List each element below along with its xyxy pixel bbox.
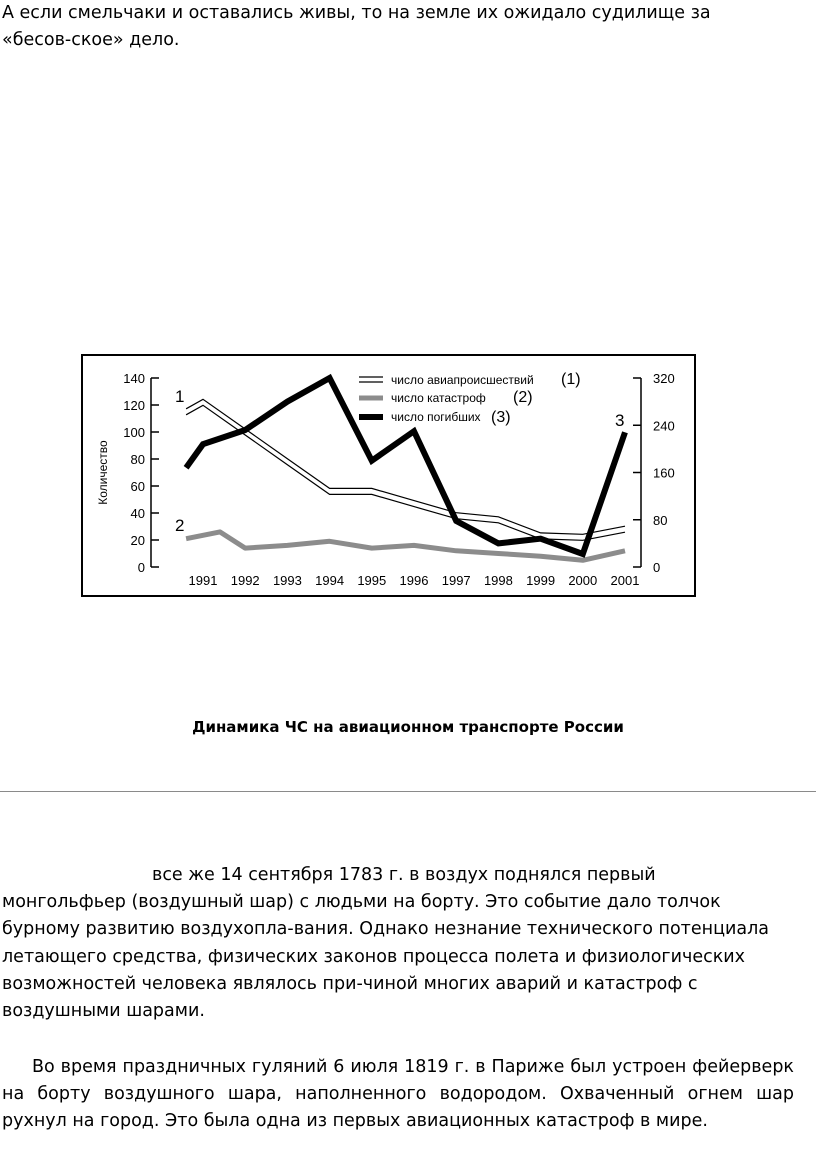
legend-number-2: (2): [513, 389, 533, 406]
x-tick-label: 1993: [272, 573, 302, 588]
left-tick-label: 80: [130, 452, 145, 467]
right-tick-label: 0: [653, 560, 661, 575]
right-tick-label: 240: [653, 418, 675, 434]
chart-svg: [83, 356, 694, 595]
series-marker-3: 3: [615, 411, 625, 430]
left-axis-label: Количество: [96, 440, 110, 505]
legend-number-1: (1): [561, 371, 581, 388]
x-tick-label: 1998: [483, 573, 513, 588]
para1-line-2: монгольфьер (воздушный шар) с людьми на борту. Это событие дало толчок: [2, 892, 721, 913]
x-tick-label: 1999: [526, 573, 556, 588]
section-divider: [0, 791, 816, 792]
x-tick-label: 1995: [357, 573, 387, 588]
balloon-paragraph: [2, 862, 802, 1025]
chart-caption: Динамика ЧС на авиационном транспорте России: [192, 718, 624, 736]
left-tick-label: 20: [130, 533, 145, 548]
para1-line-5: возможностей человека являлось при-чиной многих аварий и катастроф с: [2, 973, 698, 994]
legend-label: число катастроф: [391, 391, 486, 405]
right-tick-label: 80: [653, 512, 668, 528]
right-tick-label: 160: [653, 465, 675, 481]
left-tick-label: 100: [123, 425, 145, 440]
legend-label: число авиапроисшествий: [391, 373, 534, 387]
x-tick-label: 1997: [441, 573, 471, 588]
series-marker-1: 1: [175, 387, 185, 406]
fireworks-paragraph: [2, 1054, 794, 1135]
legend-label: число погибших: [391, 410, 481, 424]
intro-paragraph: [2, 0, 802, 54]
intro-line-2: «бесов-ское» дело.: [2, 30, 180, 50]
x-tick-label: 1996: [399, 573, 429, 588]
series-marker-2: 2: [175, 516, 185, 535]
chart-figure: [81, 354, 696, 597]
x-tick-label: 2000: [568, 573, 598, 588]
left-tick-label: 120: [123, 398, 145, 413]
left-tick-label: 60: [130, 479, 145, 494]
left-tick-label: 0: [137, 560, 145, 575]
right-tick-label: 320: [653, 371, 675, 386]
x-tick-label: 1991: [188, 573, 218, 588]
para1-line-1: все же 14 сентября 1783 г. в воздух поднялся первый: [152, 865, 656, 885]
para1-line-6: воздушными шарами.: [2, 1001, 205, 1022]
para1-line-3: бурному развитию воздухопла-вания. Однако незнание технического потенциала: [2, 919, 770, 940]
para2-text: Во время праздничных гуляний 6 июля 1819 г. в Париже был устроен фейерверк на борту воздушного шара, наполненного водородом. Охваченный огнем шар рухнул на город. Это была одна из первых авиационных катастроф в мире.: [2, 1057, 794, 1131]
x-tick-label: 1994: [315, 573, 345, 588]
left-tick-label: 140: [123, 371, 145, 386]
intro-line-1: А если смельчаки и оставались живы, то на земле их ожидало судилище за: [2, 3, 711, 23]
left-tick-label: 40: [130, 506, 145, 521]
legend-number-3: (3): [491, 409, 511, 426]
x-tick-label: 1992: [230, 573, 260, 588]
para1-line-4: летающего средства, физических законов процесса полета и физиологических: [2, 946, 746, 967]
x-tick-label: 2001: [610, 573, 640, 588]
